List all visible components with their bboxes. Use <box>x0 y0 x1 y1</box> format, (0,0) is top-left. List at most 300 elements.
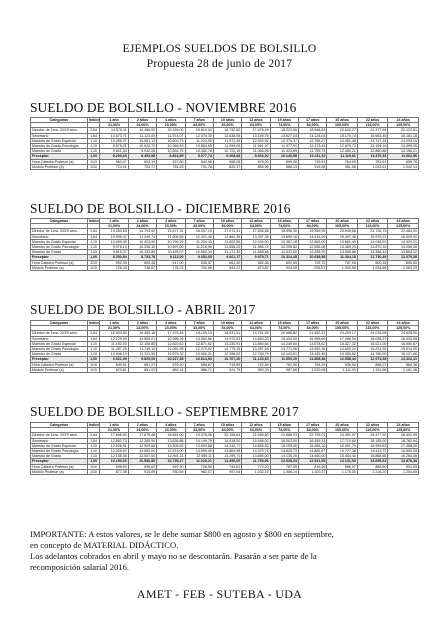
salary-cell: 15.231,26 <box>357 347 387 352</box>
salary-cell: 744,61 <box>213 464 241 469</box>
salary-cell: 12.034,92 <box>242 138 270 143</box>
salary-cell: 8.350,54 <box>100 255 128 260</box>
column-header: 115,00% <box>357 428 387 433</box>
column-header: 74,00% <box>270 224 298 229</box>
salary-cell: 10.146,58 <box>270 154 298 159</box>
column-header: 20 años <box>327 118 357 123</box>
salary-cell: 12.656,08 <box>299 245 327 250</box>
salary-cell: 15.868,65 <box>357 454 387 459</box>
column-header: 1 año <box>100 219 128 224</box>
column-header: 21,00% <box>100 326 128 331</box>
salary-cell: 13.880,64 <box>242 341 270 346</box>
salary-cell: 16.264,46 <box>388 454 419 459</box>
salary-cell: 16.509,00 <box>388 234 419 239</box>
column-header: 21,00% <box>100 224 128 229</box>
salary-cell: 9.942,26 <box>128 149 156 154</box>
table-row <box>31 164 419 169</box>
salary-cell: 10.061,13 <box>128 138 156 143</box>
salary-cell: 13.870,10 <box>357 245 387 250</box>
salary-cell: 11.606,55 <box>157 234 185 239</box>
salary-cell: 13.992,36 <box>299 347 327 352</box>
salary-cell: 635,57 <box>185 260 213 265</box>
salary-cell: 787,00 <box>327 260 357 265</box>
column-header: 17 años <box>299 423 327 428</box>
salary-cell: 13.390,45 <box>388 144 419 149</box>
salary-cell: 12.973,28 <box>357 357 387 362</box>
index-cell: 1,10 <box>87 341 100 346</box>
column-header: 24 años <box>388 423 419 428</box>
salary-cell: 9.308,68 <box>213 154 241 159</box>
salary-cell: 12.473,43 <box>299 144 327 149</box>
column-header: 7 años <box>185 321 213 326</box>
salary-cell: 14.882,87 <box>299 449 327 454</box>
note-line-1: IMPORTANTE: A estos valores, se le debe sumar $800 en agosto y $800 en septiembre, <box>30 529 334 539</box>
salary-cell: 781,61 <box>357 159 387 164</box>
category-cell: Director de 1era. 20/29 secc. <box>31 331 88 336</box>
salary-cell: 16.732,52 <box>213 128 241 133</box>
salary-cell: 14.053,63 <box>100 229 128 234</box>
salary-cell: 16.453,18 <box>128 331 156 336</box>
column-header: 84,00% <box>299 123 327 128</box>
salary-cell: 26.402,99 <box>388 433 419 438</box>
salary-cell: 17.488,28 <box>388 443 419 448</box>
column-header: 7 años <box>185 219 213 224</box>
salary-cell: 661,21 <box>128 362 156 367</box>
salary-cell: 9.352,05 <box>185 255 213 260</box>
index-cell: 1/10 <box>87 362 100 367</box>
salary-cell: 13.800,88 <box>185 443 213 448</box>
salary-cell: 12.158,36 <box>100 454 128 459</box>
salary-cell: 15.955,69 <box>299 336 327 341</box>
salary-cell: 617,00 <box>157 260 185 265</box>
salary-cell: 1.100,37 <box>299 469 327 474</box>
salary-cell: 21.886,23 <box>270 433 298 438</box>
index-cell: 2,64 <box>87 229 100 234</box>
salary-cell: 10.190,00 <box>100 459 128 464</box>
salary-cell: 10.638,58 <box>299 255 327 260</box>
salary-cell: 12.295,82 <box>270 245 298 250</box>
column-header: Categorías <box>31 219 88 224</box>
salary-cell: 13.655,00 <box>242 454 270 459</box>
index-cell: 1,00 <box>87 459 100 464</box>
salary-cell: 11.730,49 <box>357 255 387 260</box>
salary-cell: 10.908,47 <box>100 234 128 239</box>
column-header: 24,00% <box>128 326 156 331</box>
salary-cell: 11.396,00 <box>213 459 241 464</box>
category-cell: Maestro de Grado Psicología <box>31 245 88 250</box>
index-cell: 1,10 <box>87 454 100 459</box>
salary-cell: 563,07 <box>100 159 128 164</box>
column-header: Índice <box>88 423 100 427</box>
salary-cell: 11.500,20 <box>270 357 298 362</box>
salary-cell: 686,67 <box>185 362 213 367</box>
index-cell: 2,64 <box>87 331 100 336</box>
salary-cell: 24.451,97 <box>327 433 357 438</box>
salary-table <box>30 117 419 170</box>
salary-cell: 1.066,14 <box>270 469 298 474</box>
salary-cell: 13.627,24 <box>270 133 298 138</box>
salary-cell: 699,06 <box>270 159 298 164</box>
column-header: 84,00% <box>299 224 327 229</box>
salary-cell: 10.790,25 <box>157 239 185 244</box>
salary-cell: 16.002,00 <box>270 438 298 443</box>
salary-cell: 9.976,10 <box>100 245 128 250</box>
salary-cell: 18.433,00 <box>388 336 419 341</box>
column-header: 12 años <box>242 321 270 326</box>
column-header: 54,00% <box>213 428 241 433</box>
column-header: 4 años <box>157 118 185 123</box>
column-header: 125,00% <box>388 224 419 229</box>
salary-cell: 14.199,75 <box>185 438 213 443</box>
salary-cell: 15.777,38 <box>327 449 357 454</box>
salary-cell: 11.931,00 <box>270 250 298 255</box>
salary-cell: 16.021,00 <box>357 341 387 346</box>
document-subtitle: Propuesta 28 de junio de 2017 <box>146 58 293 70</box>
salary-cell: 13.747,34 <box>357 138 387 143</box>
salary-cell: 1.111,00 <box>327 367 357 372</box>
footer-organizations: AMET - FEB - SUTEBA - UDA <box>136 587 303 601</box>
salary-cell: 678,00 <box>242 159 270 164</box>
salary-cell: 603,19 <box>128 159 156 164</box>
salary-cell: 17.376,46 <box>157 331 185 336</box>
column-header: 105,00% <box>327 123 357 128</box>
salary-cell: 787,35 <box>270 464 298 469</box>
salary-cell: 1.042,14 <box>388 164 419 169</box>
index-cell: 1,00 <box>87 154 100 159</box>
salary-cell: 20.949,66 <box>327 229 357 234</box>
salary-cell: 724,01 <box>100 164 128 169</box>
salary-cell: 10.227,38 <box>157 357 185 362</box>
salary-cell: 13.771,06 <box>270 347 298 352</box>
category-cell: Secretario <box>31 438 88 443</box>
column-header: 2 años <box>128 423 156 428</box>
salary-cell: 10.362,76 <box>185 149 213 154</box>
index-cell: 1,10 <box>87 245 100 250</box>
salary-cell: 23.209,17 <box>327 331 357 336</box>
column-header: 64,00% <box>242 224 270 229</box>
salary-cell: 10.411,32 <box>299 154 327 159</box>
salary-cell: 18.223,80 <box>270 128 298 133</box>
salary-cell: 13.080,88 <box>327 250 357 255</box>
category-cell: Maestro de Grado Psicología <box>31 144 88 149</box>
note-line-2: en concepto de MATERIAL DIDÁCTICO. <box>30 540 179 550</box>
salary-cell: 819,29 <box>299 464 327 469</box>
salary-cell: 11.977,91 <box>270 144 298 149</box>
salary-cell: 12.460,21 <box>327 149 357 154</box>
salary-cell: 12.321,40 <box>185 234 213 239</box>
column-header: 54,00% <box>213 123 241 128</box>
column-header: 24 años <box>388 118 419 123</box>
column-header: 12 años <box>242 118 270 123</box>
category-cell: Maestro de Grado Especial <box>31 239 88 244</box>
salary-cell: 10.962,34 <box>185 250 213 255</box>
salary-cell: 14.486,00 <box>128 128 156 133</box>
column-header: 23,00% <box>157 224 185 229</box>
column-header: 54,00% <box>213 326 241 331</box>
column-header: 74,00% <box>270 326 298 331</box>
salary-cell: 10.153,89 <box>128 250 156 255</box>
salary-cell: 1.063,29 <box>388 265 419 270</box>
salary-cell: 11.349,74 <box>128 234 156 239</box>
salary-cell: 901,00 <box>388 464 419 469</box>
salary-cell: 13.366,42 <box>357 250 387 255</box>
salary-cell: 11.171,30 <box>213 250 241 255</box>
salary-cell: 15.433,00 <box>270 336 298 341</box>
salary-cell: 15.169,00 <box>157 128 185 133</box>
salary-cell: 962,07 <box>185 469 213 474</box>
salary-cell: 20.622,27 <box>327 128 357 133</box>
salary-cell: 11.572,49 <box>213 138 241 143</box>
salary-cell: 13.322,31 <box>388 357 419 362</box>
index-cell: 1,10 <box>87 250 100 255</box>
salary-cell: 930,69 <box>157 469 185 474</box>
salary-cell: 14.072,53 <box>213 336 241 341</box>
column-header: 7 años <box>185 118 213 123</box>
salary-cell: 806,78 <box>388 159 419 164</box>
category-cell: Maestro de Grado <box>31 454 88 459</box>
salary-cell: 11.099,05 <box>213 144 241 149</box>
section-title: SUELDO DE BOLSILLO - SEPTIEMBRE 2017 <box>30 404 299 419</box>
salary-cell: 627,80 <box>157 159 185 164</box>
salary-cell: 11.423,89 <box>270 149 298 154</box>
salary-cell: 16.337,10 <box>185 229 213 234</box>
section-title: SUELDO DE BOLSILLO - DICIEMBRE 2016 <box>30 201 291 216</box>
salary-cell: 18.598,30 <box>270 229 298 234</box>
category-cell: Maestro de Grado <box>31 149 88 154</box>
salary-cell: 11.568,66 <box>242 250 270 255</box>
category-cell: Director de 1era. 20/29 secc. <box>31 229 88 234</box>
salary-cell: 14.048,91 <box>357 239 387 244</box>
salary-cell: 791,78 <box>185 164 213 169</box>
salary-cell: 778,23 <box>157 265 185 270</box>
column-header: 17 años <box>299 219 327 224</box>
category-cell: Módulo Profesor (a) <box>31 367 88 372</box>
salary-cell: 13.143,61 <box>270 352 298 357</box>
salary-cell: 21.726,73 <box>357 229 387 234</box>
salary-cell: 825,37 <box>213 164 241 169</box>
salary-cell: 13.154,16 <box>357 144 387 149</box>
salary-cell: 9.979,71 <box>242 255 270 260</box>
salary-cell: 1.216,20 <box>357 469 387 474</box>
column-header: 43,00% <box>185 123 213 128</box>
salary-cell: 10.946,14 <box>100 352 128 357</box>
salary-table <box>30 422 419 475</box>
salary-cell: 14.370,76 <box>242 449 270 454</box>
salary-cell: 18.651,00 <box>157 433 185 438</box>
salary-cell: 10.424,90 <box>128 239 156 244</box>
column-header: 21,00% <box>100 428 128 433</box>
salary-cell: 12.974,00 <box>157 449 185 454</box>
index-cell: 1/10 <box>87 260 100 265</box>
column-header: 43,00% <box>185 224 213 229</box>
salary-cell: 17.675,48 <box>128 433 156 438</box>
salary-cell: 12.396,02 <box>213 352 241 357</box>
column-header: 17 años <box>299 118 327 123</box>
salary-cell: 17.073,31 <box>213 229 241 234</box>
salary-cell: 22.484,09 <box>388 229 419 234</box>
salary-cell: 13.397,35 <box>242 234 270 239</box>
salary-cell: 11.028,21 <box>185 459 213 464</box>
salary-cell: 14.809,24 <box>327 347 357 352</box>
column-header: 74,00% <box>270 428 298 433</box>
salary-cell: 13.481,49 <box>327 138 357 143</box>
column-header: Índice <box>88 118 100 122</box>
salary-cell: 12.871,62 <box>185 341 213 346</box>
salary-cell: 11.986,74 <box>242 245 270 250</box>
column-header: Índice <box>88 321 100 325</box>
salary-cell: 12.379,37 <box>270 138 298 143</box>
salary-cell: 12.779,25 <box>213 347 241 352</box>
salary-cell: 11.561,97 <box>242 144 270 149</box>
salary-cell: 25.477,90 <box>357 433 387 438</box>
salary-cell: 987,66 <box>270 367 298 372</box>
salary-cell: 18.109,15 <box>185 331 213 336</box>
salary-cell: 886,13 <box>270 164 298 169</box>
salary-cell: 1.034,68 <box>357 265 387 270</box>
salary-cell: 9.604,92 <box>242 154 270 159</box>
salary-cell: 10.673,71 <box>100 133 128 138</box>
salary-cell: 14.460,00 <box>299 454 327 459</box>
salary-cell: 592,09 <box>100 260 128 265</box>
salary-cell: 12.558,44 <box>327 357 357 362</box>
index-cell: 1/10 <box>87 164 100 169</box>
salary-cell: 13.287,54 <box>242 347 270 352</box>
salary-cell: 12.638,08 <box>213 133 241 138</box>
salary-cell: 753,77 <box>128 164 156 169</box>
salary-table <box>30 320 419 373</box>
salary-cell: 22.759,07 <box>299 433 327 438</box>
salary-cell: 12.052,35 <box>157 347 185 352</box>
note-line-3: Los adelantos cobrados en abril y mayo no se descontarán. Pasarán a ser parte de la <box>30 551 317 561</box>
salary-cell: 904,08 <box>270 265 298 270</box>
salary-cell: 14.825,73 <box>270 449 298 454</box>
index-cell: 1,10 <box>87 144 100 149</box>
category-cell: Maestro de Grado Especial <box>31 138 88 143</box>
column-header: 84,00% <box>299 326 327 331</box>
column-header: 4 años <box>157 423 185 428</box>
salary-cell: 873,87 <box>242 265 270 270</box>
column-header: 4 años <box>157 321 185 326</box>
salary-cell: 12.989,11 <box>185 454 213 459</box>
index-cell: 1,10 <box>87 443 100 448</box>
column-header: 22 años <box>357 321 387 326</box>
category-cell: Módulo Profesor (a) <box>31 265 88 270</box>
salary-cell: 882,14 <box>157 367 185 372</box>
salary-cell: 950,39 <box>242 367 270 372</box>
salary-cell: 682,58 <box>242 260 270 265</box>
salary-cell: 24.016,05 <box>357 331 387 336</box>
salary-cell: 16.113,72 <box>357 449 387 454</box>
salary-cell: 1.254,65 <box>388 469 419 474</box>
salary-cell: 1.151,68 <box>357 367 387 372</box>
salary-cell: 9.521,09 <box>100 357 128 362</box>
salary-cell: 8.203,03 <box>100 154 128 159</box>
column-header: 64,00% <box>242 326 270 331</box>
salary-cell: 15.970,07 <box>357 234 387 239</box>
salary-cell: 12.079,38 <box>388 255 419 260</box>
category-cell: Preceptor <box>31 255 88 260</box>
category-cell: Secretario <box>31 133 88 138</box>
table-row <box>31 265 419 270</box>
salary-cell: 14.300,62 <box>327 352 357 357</box>
column-header: 2 años <box>128 118 156 123</box>
index-cell: 1,00 <box>87 255 100 260</box>
column-header: 125,00% <box>388 428 419 433</box>
salary-cell: 981,08 <box>327 164 357 169</box>
salary-cell: 10.739,27 <box>157 459 185 464</box>
category-cell: Módulo Profesor (a) <box>31 164 88 169</box>
salary-cell: 14.678,62 <box>299 341 327 346</box>
salary-cell: 15.527,32 <box>327 341 357 346</box>
salary-cell: 764,00 <box>327 159 357 164</box>
salary-cell: 10.314,48 <box>270 255 298 260</box>
salary-cell: 661,30 <box>213 260 241 265</box>
category-cell: Hora Cátedra Profesor (a) <box>31 159 88 164</box>
salary-cell: 10.369,53 <box>157 144 185 149</box>
salary-cell: 692,89 <box>270 260 298 265</box>
salary-cell: 14.429,31 <box>388 239 419 244</box>
column-header: 12 años <box>242 423 270 428</box>
salary-cell: 9.815,37 <box>100 250 128 255</box>
salary-cell: 12.901,11 <box>157 454 185 459</box>
column-header: 54,00% <box>213 224 241 229</box>
salary-cell: 13.878,38 <box>388 459 419 464</box>
salary-cell: 12.766,27 <box>299 138 327 143</box>
salary-cell: 676,30 <box>157 362 185 367</box>
salary-cell: 10.697,00 <box>157 245 185 250</box>
salary-cell: 13.489,25 <box>327 245 357 250</box>
salary-cell: 16.500,00 <box>388 449 419 454</box>
salary-cell: 11.193,00 <box>100 341 128 346</box>
category-cell: Hora Cátedra Profesor (a) <box>31 362 88 367</box>
salary-cell: 910,89 <box>128 469 156 474</box>
salary-cell: 12.129,05 <box>100 336 128 341</box>
index-cell: 2,64 <box>87 128 100 133</box>
salary-cell: 11.679,32 <box>157 352 185 357</box>
salary-cell: 13.661,49 <box>327 239 357 244</box>
column-header: 105,00% <box>327 326 357 331</box>
salary-cell: 19.359,95 <box>299 229 327 234</box>
salary-cell: 11.120,60 <box>242 357 270 362</box>
salary-cell: 761,90 <box>270 362 298 367</box>
index-cell: 1/10 <box>87 265 100 270</box>
category-cell: Maestro de Grado <box>31 352 88 357</box>
column-header: Índice <box>88 219 100 223</box>
salary-cell: 13.131,00 <box>327 459 357 464</box>
salary-cell: 8.493,98 <box>128 154 156 159</box>
salary-cell: 9.077,74 <box>185 154 213 159</box>
salary-cell: 12.108,85 <box>128 341 156 346</box>
column-header: 105,00% <box>327 224 357 229</box>
salary-cell: 12.862,39 <box>213 234 241 239</box>
note-line-4: recomposición salarial 2016. <box>30 562 130 572</box>
salary-cell: 806,80 <box>388 260 419 265</box>
salary-cell: 855,96 <box>242 164 270 169</box>
salary-cell: 640,61 <box>100 362 128 367</box>
category-cell: Maestro de Grado Psicología <box>31 449 88 454</box>
column-header: 15 años <box>270 118 298 123</box>
salary-cell: 12.541,55 <box>299 459 327 464</box>
salary-cell: 14.249,60 <box>270 341 298 346</box>
column-header: 20 años <box>327 321 357 326</box>
salary-cell: 14.136,20 <box>270 454 298 459</box>
salary-cell: 16.491,79 <box>327 443 357 448</box>
index-cell: 2,64 <box>87 433 100 438</box>
category-cell: Hora Cátedra Profesor (a) <box>31 260 88 265</box>
salary-cell: 16.550,67 <box>388 341 419 346</box>
salary-cell: 1.032,15 <box>242 469 270 474</box>
salary-cell: 609,45 <box>128 260 156 265</box>
